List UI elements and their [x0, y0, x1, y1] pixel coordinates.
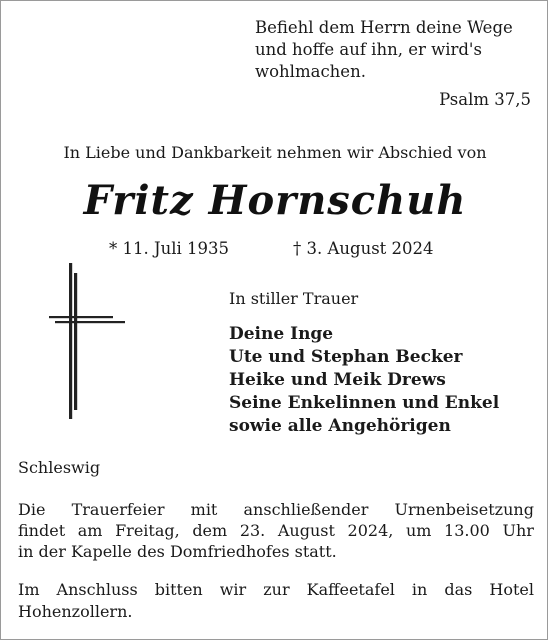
word: Die — [18, 500, 46, 519]
word: Urnenbeisetzung — [394, 500, 534, 519]
word: das — [444, 580, 473, 599]
word: mit — [190, 500, 218, 519]
word: in — [411, 580, 428, 599]
word: Uhr — [502, 521, 534, 540]
cross-icon — [49, 263, 125, 419]
mourner-name: Heike und Meik Drews — [229, 370, 446, 390]
word: dem — [192, 521, 228, 540]
farewell-intro: In Liebe und Dankbarkeit nehmen wir Abschied von — [63, 143, 487, 162]
psalm-line: und hoffe auf ihn, er wird's — [255, 40, 482, 59]
word: wir — [219, 580, 247, 599]
mourners-list — [229, 323, 499, 438]
ceremony-line — [18, 499, 534, 520]
psalm-quote — [255, 17, 535, 83]
birth-date: * 11. Juli 1935 — [109, 239, 230, 258]
word: anschließender — [243, 500, 369, 519]
word: Anschluss — [56, 580, 138, 599]
word: Freitag, — [115, 521, 180, 540]
ceremony-line: in der Kapelle des Domfriedhofes statt. — [18, 542, 337, 561]
word: Kaffeetafel — [306, 580, 395, 599]
word: 2024, — [347, 521, 394, 540]
word: bitten — [154, 580, 203, 599]
psalm-line: wohlmachen. — [255, 62, 366, 81]
ceremony-line — [18, 520, 534, 541]
mourner-name: Seine Enkelinnen und Enkel — [229, 393, 500, 413]
death-date: † 3. August 2024 — [293, 239, 434, 258]
reception-line — [18, 579, 534, 601]
word: Hotel — [489, 580, 534, 599]
word: am — [77, 521, 103, 540]
deceased-name: Fritz Hornschuh — [83, 177, 467, 224]
psalm-line: Befiehl dem Herrn deine Wege — [255, 18, 513, 37]
mourner-name: sowie alle Angehörigen — [229, 416, 451, 436]
word: um — [405, 521, 432, 540]
word: August — [277, 521, 335, 540]
mourner-name: Deine Inge — [229, 324, 334, 344]
word: Im — [18, 580, 40, 599]
reception-text — [18, 579, 534, 623]
mourner-name: Ute und Stephan Becker — [229, 347, 463, 367]
reception-line: Hohenzollern. — [18, 602, 133, 621]
word: zur — [263, 580, 290, 599]
word: 13.00 — [444, 521, 490, 540]
funeral-ceremony-text — [18, 499, 534, 562]
mourning-heading: In stiller Trauer — [229, 289, 359, 308]
word: findet — [18, 521, 66, 540]
word: 23. — [239, 521, 266, 540]
place: Schleswig — [18, 458, 101, 477]
word: Trauerfeier — [71, 500, 165, 519]
psalm-reference: Psalm 37,5 — [439, 90, 531, 109]
